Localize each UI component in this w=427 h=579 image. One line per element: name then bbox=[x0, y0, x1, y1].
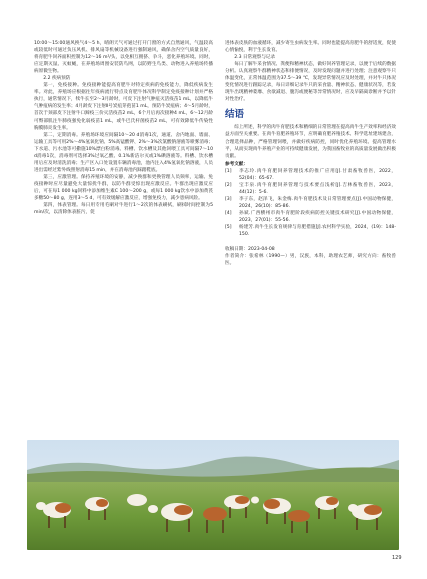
reference-text: 杨建芳.肉牛生长发育规律与育肥措施[J].农村科学实验，2024，(19)：148-150. bbox=[239, 225, 396, 238]
reference-number: [1] bbox=[225, 168, 232, 174]
paragraph: 10:00～15:00通风换气4～5 h，晴朗天气可通过打开门窗的方式自然通风，气温较高或较低时可通过负压风机、排风扇等机械设备进行强制通风，确保舍内空气质量良好，将育肥牛饲养面积控制为12～16 m²/头，以免相互拥挤、争斗，恶化养殖环境。同时，应定期灭鼠、灭蚊蝇，在养殖场周围安装防鸟网，以防野生鸟类、动物进入养殖场传播病原微生物。 bbox=[34, 41, 213, 75]
reference-number: [2] bbox=[225, 182, 232, 188]
reference-text: 宝丰泉.肉牛育肥饲养管理与技术要点浅析[J].吉林畜牧兽医，2023，44(12)：5-6. bbox=[239, 182, 396, 195]
reference-number: [4] bbox=[225, 210, 232, 216]
reference-text: 孙斌.广西横州市肉牛育肥阶段疾病防控关键技术研究[J].中国动物保健，2023，27(01)：55-56. bbox=[239, 210, 396, 224]
paragraph: 进体表皮肤的血液循环，减少寄生虫病发生率。同时也能提高育肥牛的舒适度，促使心情愉悦，利于生长发育。 bbox=[225, 41, 396, 54]
conclusion-heading: 结语 bbox=[225, 109, 245, 121]
author-bio: 作者简介：张希林（1990—）男，汉族，本科，助理农艺师，研究方向：畜牧兽医。 bbox=[225, 254, 396, 267]
reference-item bbox=[225, 168, 396, 182]
paragraph: 第一，免疫接种。免疫接种能提高育肥牛对特定疾病的免疫能力，降低疾病发生率。对此，养殖场应根据往年疫病流行特点及育肥牛体况科学制定免疫接种计划并严格执行，通常情况下，犊牛长至2～3月龄时，可皮下注射气肿疽灭活疫苗1 mL，以降低牛气肿疽病的发生率；4月龄皮下注射Ⅱ号炭疽芽孢苗1 mL，预防牛炭疽病；4～5月龄时，首次于颈部皮下注射牛口蹄疫三价灭活疫苗2 mL，6个月后再次接种4 mL，6～12月龄可臀部肌注牛肺疫强免化弱疫苗1 mL，或牛巴氏杆菌疫苗2 mL，可有效降低牛传染性胸膜肺炎发生率。 bbox=[34, 83, 213, 131]
paragraph: 综上所述，科学的肉牛育肥技术和精细的日常管理在提高肉牛生产效率和经济效益方面至关重要。在肉牛育肥养殖环节，应明确育肥养殖技术、科学选址建场建舍，合理选择品种，严格管理饲喂，并做好疾病防控，同时优化养殖环境、提高管理水平，从而实现肉牛养殖产业的可持续健康发展，为我国畜牧业的高质量发展做出积极贡献。 bbox=[225, 125, 396, 159]
reference-item bbox=[225, 182, 396, 196]
paragraph: 每日了解牛采食情况、粪便和精神状态，做好饲养管理记录，以便于后续的数据分析。认真观察牛群精神状态和排便情况，及时发现问题并进行处理；注意观察牛只体温变化，正常体温范围为37.5～39 ℃，发现异常情况应及时处理，并对牛只体况变化情况进行跟踪记录，每日详细记录牛只的采食量、精神状态、健康状况等，若发现牛出现精神萎靡、食欲减退、腹泻或便秘等异常情况时，应及早隔离诊断并予以针对性治疗。 bbox=[225, 62, 396, 103]
reference-number: [5] bbox=[225, 225, 232, 231]
received-date: 收稿日期：2023-04-08 bbox=[225, 247, 275, 253]
reference-item bbox=[225, 196, 396, 210]
paragraph: 2.2 疾病预防 bbox=[43, 76, 71, 82]
section-subheading: 2.3 日常观察与记录 bbox=[234, 55, 276, 61]
left-column bbox=[34, 40, 213, 216]
references-title: 参考文献： bbox=[225, 161, 248, 167]
reference-number: [3] bbox=[225, 196, 232, 202]
paragraph: 第四，体表管理。每日用专用毛刷对牛进行1～2次的体表刷拭，刷拭时间控制为5 min/次，以清除体表脏污，促 bbox=[34, 203, 213, 216]
reference-item bbox=[225, 224, 396, 238]
reference-item bbox=[225, 210, 396, 224]
right-column bbox=[225, 40, 396, 267]
cattle-herd-photo bbox=[27, 440, 399, 550]
paragraph: 第二，定期消毒。养殖场环境应间隔10～20 d消毒1次，通道、舍内地面、墙面、运输工具等可用2%～4%氢氧化钠、5%高锰酸钾、2%～3%次氯酸钠溶液等喷雾消毒；下水道、污水池等可撒施10%漂白粉消毒。料槽、饮水槽及其他饲喂工具可间隔7～10 d消毒1次，消毒剂可选择3%过氧乙酸、0.1%新洁尔灭或1%碘溶液等。料槽、饮水槽用后应及时清洗消毒；生产区入口处设置车辆消毒池，池内注入4%氢氧化钠溶液，人员进出需经过紫外线照射消毒15 min，并在消毒池内踩踏鞋底。 bbox=[34, 132, 213, 173]
reference-text: 李子东，赵泽飞，朱金梅.肉牛育肥技术及日常管理要点[J].中国动物保健，2024，26(10)：85-86. bbox=[239, 196, 396, 209]
reference-text: 李志玲.肉牛育肥饲养管理技术的推广应用[J].甘肃畜牧兽医，2022，52(04)：65-67. bbox=[239, 168, 396, 181]
page-number: 129 bbox=[392, 555, 402, 561]
paragraph: 第三，应激管理。保持养殖环境的安静，减少换群和更换管理人员频率，运输、免疫接种时应尽量避免大量惊扰牛群，以防牛群受惊出现应激反应。牛群出现应激反应后，可在每1 000 kg饲料中添加维生素C 100～200 g，或每1 000 kg饮水中添加黄芪多糖50～80 g，连用3～5 d，可有效缓解应激反应，增强免疫力，减少患病风险。 bbox=[34, 174, 213, 202]
